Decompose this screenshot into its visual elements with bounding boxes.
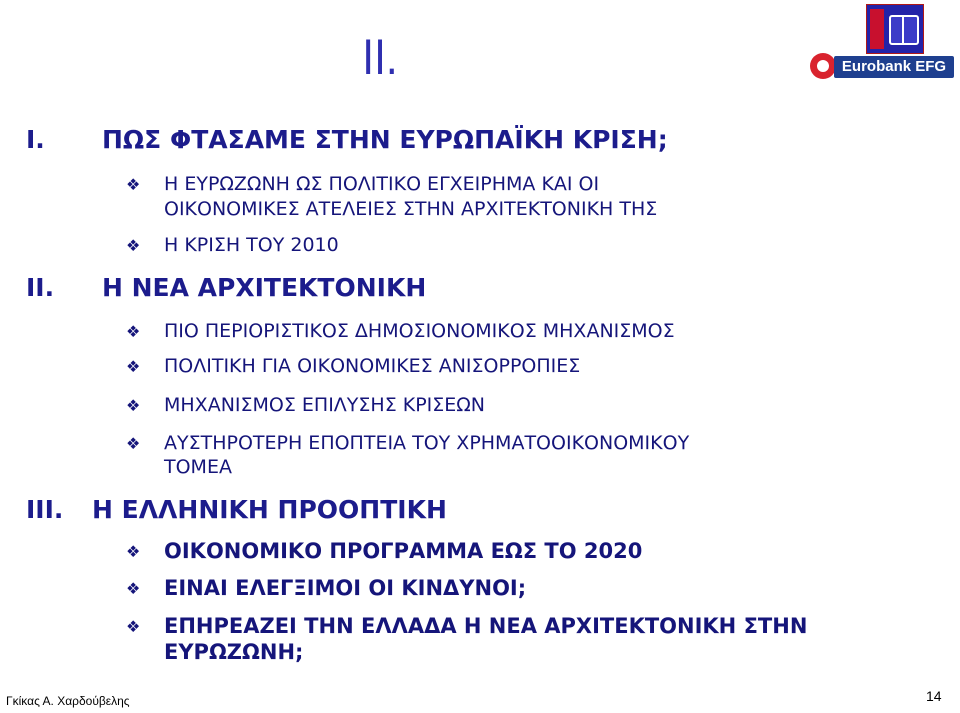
section-number: III. <box>26 495 64 524</box>
eurobank-swirl-icon <box>810 53 836 79</box>
diamond-bullet-icon: ❖ <box>126 236 141 255</box>
bullet-text: Η ΚΡΙΣΗ ΤΟΥ 2010 <box>164 234 339 256</box>
bullet-text: ΟΙΚΟΝΟΜΙΚΕΣ ΑΤΕΛΕΙΕΣ ΣΤΗΝ ΑΡΧΙΤΕΚΤΟΝΙΚΗ ΤΗΣ <box>164 198 658 220</box>
diamond-bullet-icon: ❖ <box>126 396 141 415</box>
section-title: ΠΩΣ ΦΤΑΣΑΜΕ ΣΤΗΝ ΕΥΡΩΠΑΪΚΗ ΚΡΙΣΗ; <box>102 125 668 154</box>
diamond-bullet-icon: ❖ <box>126 322 141 341</box>
emblem-red-band <box>870 9 884 49</box>
diamond-bullet-icon: ❖ <box>126 175 141 194</box>
eurobank-logo <box>804 53 956 79</box>
diamond-bullet-icon: ❖ <box>126 357 141 376</box>
bullet-text: ΠΙΟ ΠΕΡΙΟΡΙΣΤΙΚΟΣ ΔΗΜΟΣΙΟΝΟΜΙΚΟΣ ΜΗΧΑΝΙΣΜΟΣ <box>164 320 675 342</box>
section-heading-3 <box>26 494 447 526</box>
bullet-text: ΕΠΗΡΕΑΖΕΙ ΤΗΝ ΕΛΛΑΔΑ Η ΝΕΑ ΑΡΧΙΤΕΚΤΟΝΙΚΗ ΣΤΗΝ <box>164 614 808 638</box>
bullet-text: ΤΟΜΕΑ <box>164 456 232 478</box>
bullet-text: ΟΙΚΟΝΟΜΙΚΟ ΠΡΟΓΡΑΜΜΑ ΕΩΣ ΤΟ 2020 <box>164 539 643 563</box>
diamond-bullet-icon: ❖ <box>126 542 141 561</box>
section-title: Η ΕΛΛΗΝΙΚΗ ΠΡΟΟΠΤΙΚΗ <box>92 495 447 524</box>
section-heading-2 <box>26 272 426 304</box>
section-number: I. <box>26 125 45 154</box>
bullet-text: ΕΙΝΑΙ ΕΛΕΓΞΙΜΟΙ ΟΙ ΚΙΝΔΥΝΟΙ; <box>164 576 527 600</box>
section-number: II. <box>26 273 55 302</box>
page-number: 14 <box>926 688 942 704</box>
emblem-book-icon <box>889 15 919 45</box>
institution-emblem-icon <box>866 4 924 54</box>
diamond-bullet-icon: ❖ <box>126 434 141 453</box>
section-heading-1 <box>26 124 668 156</box>
bullet-text: Η ΕΥΡΩΖΩΝΗ ΩΣ ΠΟΛΙΤΙΚΟ ΕΓΧΕΙΡΗΜΑ ΚΑΙ ΟΙ <box>164 173 600 195</box>
eurobank-logo-text: Eurobank EFG <box>834 56 954 78</box>
section-title: Η ΝΕΑ ΑΡΧΙΤΕΚΤΟΝΙΚΗ <box>102 273 427 302</box>
bullet-text: ΑΥΣΤΗΡΟΤΕΡΗ ΕΠΟΠΤΕΙΑ ΤΟΥ ΧΡΗΜΑΤΟΟΙΚΟΝΟΜΙΚΟΥ <box>164 432 690 454</box>
bullet-text: ΕΥΡΩΖΩΝΗ; <box>164 640 304 664</box>
diamond-bullet-icon: ❖ <box>126 579 141 598</box>
footer-author: Γκίκας Α. Χαρδούβελης <box>6 694 130 708</box>
bullet-text: ΜΗΧΑΝΙΣΜΟΣ ΕΠΙΛΥΣΗΣ ΚΡΙΣΕΩΝ <box>164 394 486 416</box>
slide-title: II. <box>362 29 398 85</box>
diamond-bullet-icon: ❖ <box>126 617 141 636</box>
bullet-text: ΠΟΛΙΤΙΚΗ ΓΙΑ ΟΙΚΟΝΟΜΙΚΕΣ ΑΝΙΣΟΡΡΟΠΙΕΣ <box>164 355 581 377</box>
